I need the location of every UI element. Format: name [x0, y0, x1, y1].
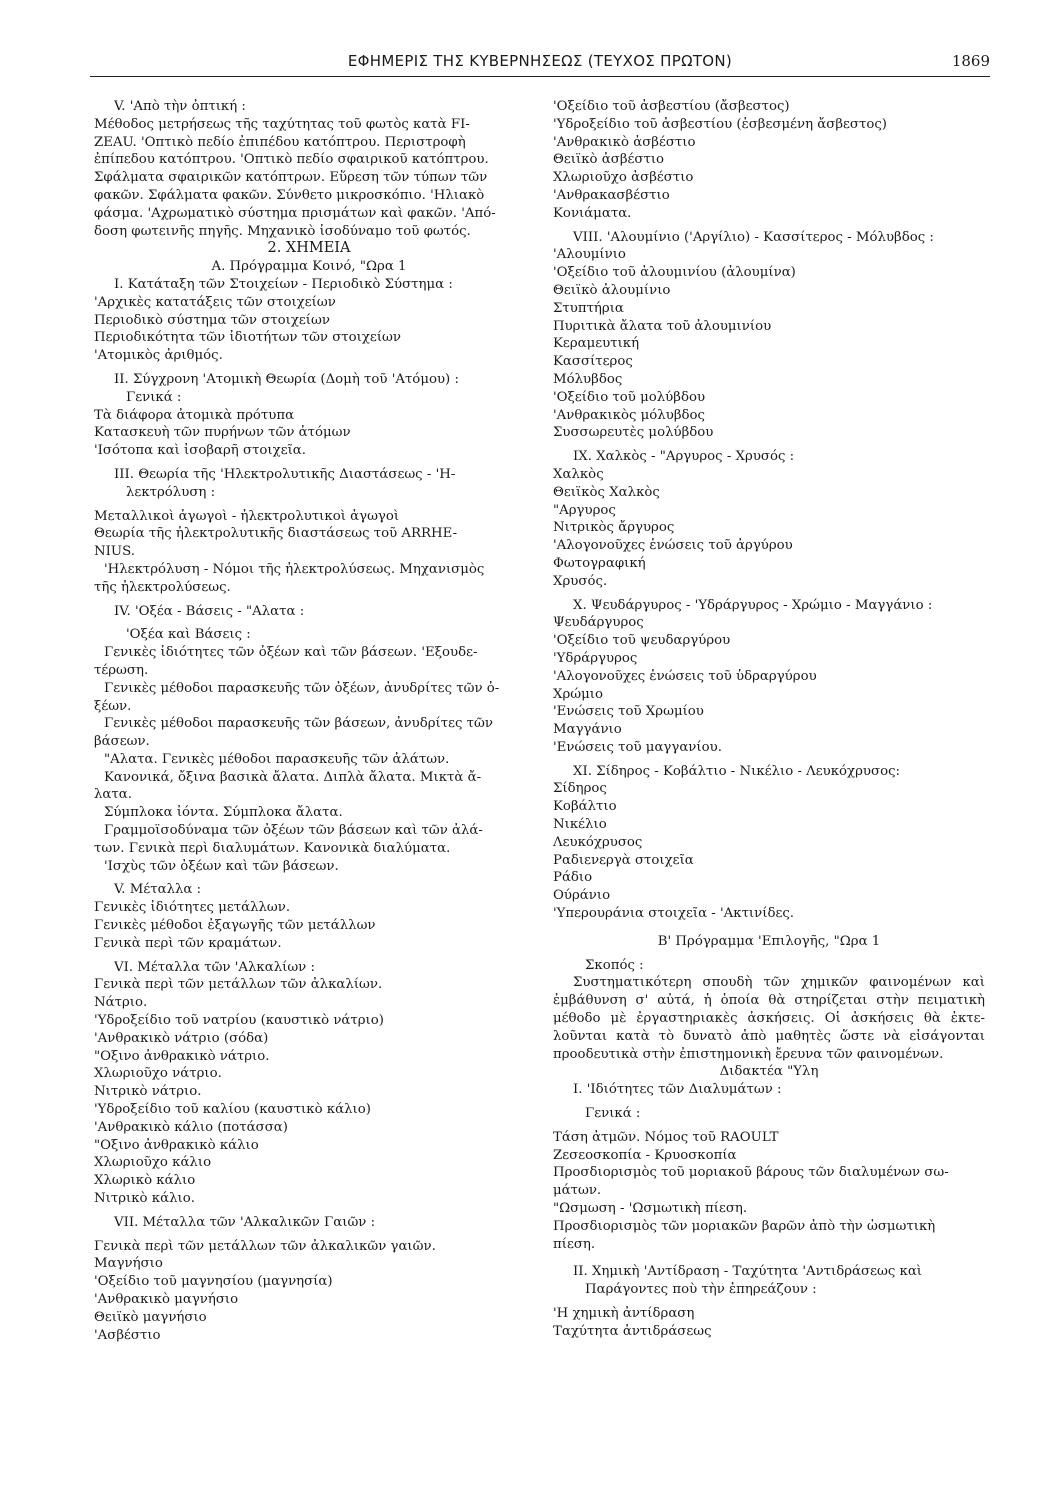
text-line: ξέων. [94, 698, 132, 714]
list-item: 'Αρχικὲς κατατάξεις τῶν στοιχείων [94, 294, 336, 310]
section-heading: Χ. Ψευδάργυρος - 'Υδράργυρος - Χρώμιο - Μαγγάνιο : [573, 597, 933, 613]
text-line: βάσεων. [94, 734, 150, 750]
list-item: Φωτογραφική [553, 555, 646, 571]
section-heading: ΙΧ. Χαλκὸς - "Αργυρος - Χρυσός : [573, 449, 795, 465]
list-item: 'Οξείδιο τοῦ μαγνησίου (μαγνησία) [94, 1274, 333, 1290]
section-heading: ΙΙ. Σύγχρονη 'Ατομικὴ Θεωρία (Δομὴ τοῦ 'Ατόμου) : [114, 371, 459, 387]
list-item: Νιτρικὸ νάτριο. [94, 1084, 202, 1100]
text-line: Τάση ἀτμῶν. Νόμος τοῦ RAOULT [553, 1129, 779, 1145]
text-line: μάτων. [553, 1183, 602, 1199]
subheading: Γενικά : [126, 389, 182, 405]
text-line: φακῶν. Σφάλματα φακῶν. Σύνθετο μικροσκόπιο. 'Ηλιακὸ [94, 187, 485, 203]
list-item: 'Ανθρακικὸς μόλυβδος [553, 407, 705, 423]
list-item: 'Ανθρακασβέστιο [553, 187, 670, 203]
list-item: Γενικὰ περὶ τῶν μετάλλων τῶν ἀλκαλικῶν γαιῶν. [94, 1238, 436, 1254]
list-item: Γενικὰ περὶ τῶν μετάλλων τῶν ἀλκαλίων. [94, 977, 383, 993]
text-line: ἐπίπεδου κατόπτρου. 'Οπτικὸ πεδίο σφαιρικοῦ κατόπτρου. [94, 152, 489, 168]
text-line: "Ωσμωση - 'Ωσμωτικὴ πίεση. [553, 1201, 748, 1217]
text-line: Μεταλλικοὶ ἀγωγοὶ - ἠλεκτρολυτικοὶ ἀγωγοὶ [94, 508, 400, 524]
text-line: φάσμα. 'Αχρωματικὸ σύστημα πρισμάτων καὶ φακῶν. 'Από- [94, 205, 496, 221]
list-item: Κονιάματα. [553, 205, 632, 221]
list-item: Χλωριοῦχο κάλιο [94, 1155, 212, 1171]
section-heading: VI. Μέταλλα τῶν 'Αλκαλίων : [114, 959, 315, 975]
text-line: τέρωση. [94, 662, 149, 678]
section-heading: ΧΙ. Σίδηρος - Κοβάλτιο - Νικέλιο - Λευκόχρυσος: [573, 763, 901, 779]
section-heading: V. Μέταλλα : [114, 882, 202, 898]
list-item: 'Οξείδιο τοῦ ἀλουμινίου (ἀλουμίνα) [553, 265, 796, 281]
gazette-title: ΕΦΗΜΕΡΙΣ ΤΗΣ ΚΥΒΕΡΝΗΣΕΩΣ (ΤΕΥΧΟΣ ΠΡΩΤΟΝ) [347, 52, 733, 70]
list-item: Συσσωρευτὲς μολύβδου [553, 425, 714, 441]
list-item: "Οξινο ἀνθρακικὸ νάτριο. [94, 1048, 270, 1064]
page-number: 1869 [951, 52, 990, 70]
text-line: 'Ισχὺς τῶν ὀξέων καὶ τῶν βάσεων. [104, 858, 339, 874]
list-item: 'Υδράργυρος [553, 650, 638, 666]
list-item: Νικέλιο [553, 817, 607, 833]
list-item: Περιοδικότητα τῶν ἰδιοτήτων τῶν στοιχείων [94, 330, 401, 346]
list-item: Χλωριοῦχο ἀσβέστιο [553, 170, 694, 186]
list-item: 'Ενώσεις τοῦ μαγγανίου. [553, 739, 722, 755]
list-item: 'Οξείδιο τοῦ ἀσβεστίου (ἄσβεστος) [553, 99, 790, 114]
list-item: Νάτριο. [94, 995, 148, 1011]
text-line: Προσδιορισμὸς τῶν μοριακῶν βαρῶν ἀπὸ τὴν ὠσμωτικὴ [553, 1218, 936, 1234]
left-column [94, 98, 524, 1344]
list-item: 'Οξείδιο τοῦ μολύβδου [553, 389, 706, 405]
list-item: Ραδιενεργὰ στοιχεῖα [553, 852, 694, 868]
list-item: Χλωρικὸ κάλιο [94, 1173, 196, 1189]
section-heading: ΙΙ. Χημικὴ 'Αντίδραση - Ταχύτητα 'Αντιδράσεως καὶ [573, 1264, 923, 1280]
list-item: Κασσίτερος [553, 354, 633, 370]
list-item: Τὰ διάφορα ἀτομικὰ πρότυπα [94, 407, 295, 423]
list-item: 'Ασβέστιο [94, 1327, 161, 1343]
text-line: Προσδιορισμὸς τοῦ μοριακοῦ βάρους τῶν διαλυμένων σω- [553, 1165, 949, 1181]
list-item: Γενικὲς μέθοδοι ἐξαγωγῆς τῶν μετάλλων [94, 918, 376, 934]
list-item: "Αργυρος [553, 502, 616, 518]
subheading: Γενικά : [585, 1106, 641, 1122]
list-item: 'Υδροξείδιο τοῦ καλίου (καυστικὸ κάλιο) [94, 1102, 371, 1118]
list-item: Γενικὲς ἰδιότητες μετάλλων. [94, 900, 291, 916]
list-item: Γενικὰ περὶ τῶν κραμάτων. [94, 935, 282, 951]
text-line: 'Ηλεκτρόλυση - Νόμοι τῆς ἠλεκτρολύσεως. Μηχανισμὸς [104, 561, 485, 577]
list-item: Νιτρικὸς ἄργυρος [553, 520, 675, 536]
list-item: Μαγνήσιο [94, 1256, 163, 1272]
text-line: Μέθοδος μετρήσεως τῆς ταχύτητας τοῦ φωτὸς κατὰ FI- [94, 116, 470, 132]
list-item: 'Ανθρακικὸ κάλιο (ποτάσσα) [94, 1119, 288, 1135]
text-line: Γενικὲς μέθοδοι παρασκευῆς τῶν ὀξέων, ἀνυδρίτες τῶν ὀ- [104, 680, 500, 696]
section-heading: V. 'Απὸ τὴν ὀπτική : [114, 99, 246, 114]
text-line: Γραμμοϊσοδύναμα τῶν ὀξέων τῶν βάσεων καὶ τῶν ἀλά- [104, 823, 483, 839]
text-line: Γενικὲς μέθοδοι παρασκευῆς τῶν βάσεων, ἀνυδρίτες τῶν [104, 716, 493, 732]
list-item: 'Ατομικὸς ἀριθμός. [94, 348, 223, 364]
list-item: Θειϊκὸς Χαλκὸς [553, 484, 660, 500]
list-item: 'Η χημικὴ ἀντίδραση [553, 1306, 695, 1321]
list-item: Χρώμιο [553, 686, 603, 702]
text-line: Θεωρία τῆς ἠλεκτρολυτικῆς διαστάσεως τοῦ ARRHE- [94, 526, 458, 542]
subheading: 'Οξέα καὶ Βάσεις : [126, 627, 251, 643]
list-item: 'Ανθρακικὸ μαγνήσιο [94, 1292, 239, 1307]
text-line: λατα. [94, 787, 132, 803]
text-line: Κανονικά, ὄξινα βασικὰ ἄλατα. Διπλὰ ἄλατα. Μικτὰ ἄ- [104, 769, 482, 785]
list-item: Ράδιο [553, 870, 593, 886]
list-item: Σίδηρος [553, 781, 607, 797]
list-item: Ψευδάργυρος [553, 615, 644, 631]
text-line: Γενικὲς ἰδιότητες τῶν ὀξέων καὶ τῶν βάσεων. 'Εξουδε- [104, 645, 478, 661]
list-item: Θειϊκὸ ἀσβέστιο [553, 152, 665, 168]
program-b-heading: Β' Πρόγραμμα 'Επιλογῆς, "Ωρα 1 [657, 933, 881, 949]
section-heading: VII. Μέταλλα τῶν 'Αλκαλικῶν Γαιῶν : [114, 1214, 376, 1230]
list-item: "Οξινο ἀνθρακικὸ κάλιο [94, 1137, 259, 1153]
list-item: Χαλκὸς [553, 466, 604, 482]
subheading: Σκοπός : [585, 957, 644, 973]
list-item: Χλωριοῦχο νάτριο. [94, 1066, 222, 1082]
list-item: Πυριτικὰ ἄλατα τοῦ ἀλουμινίου [553, 318, 772, 334]
list-item: 'Υδροξείδιο τοῦ νατρίου (καυστικὸ νάτριο) [94, 1013, 384, 1029]
list-item: Θειϊκὸ ἀλουμίνιο [553, 282, 671, 298]
text-line: ZEAU. 'Οπτικὸ πεδίο ἐπιπέδου κατόπτρου. Περιστροφὴ [94, 134, 466, 150]
list-item: 'Ισότοπα καὶ ἰσοβαρῆ στοιχεῖα. [94, 443, 307, 459]
section-heading: Ι. 'Ιδιότητες τῶν Διαλυμάτων : [573, 1082, 782, 1098]
list-item: 'Οξείδιο τοῦ ψευδαργύρου [553, 633, 731, 649]
text-line: πίεση. [553, 1236, 596, 1252]
text-line: Σφάλματα σφαιρικῶν κατόπτρων. Εὕρεση τῶν τύπων τῶν [94, 170, 488, 186]
text-line: "Αλατα. Γενικὲς μέθοδοι παρασκευῆς τῶν ἀλάτων. [104, 751, 450, 767]
list-item: Κοβάλτιο [553, 799, 617, 815]
list-item: Στυπτήρια [553, 300, 624, 316]
purpose-paragraph: Συστηματικότερη σπουδὴ τῶν χημικῶν φαινομένων καὶ ἐμβάθυνση σ' αὐτά, ἡ ὁποία θὰ στηρίζεται στὴν πειματικὴ μέθοδο μὲ ἐργαστηριακὲς ἀσκήσεις. Οἱ ἀσκήσεις θὰ ἐκτε-λοῦνται κατὰ τὸ δυνατὸ ἀπὸ μαθητὲς ὥστε νὰ εἰσάγονται προοδευτικὰ στὴν ἐπιστημονικὴ ἔρευνα τῶν φαινομένων. [553, 975, 985, 1062]
program-a-heading: Α. Πρόγραμμα Κοινό, "Ωρα 1 [211, 259, 407, 275]
list-item: 'Αλογονοῦχες ἑνώσεις τοῦ ὑδραργύρου [553, 668, 817, 684]
list-item: Λευκόχρυσος [553, 834, 643, 850]
text-line: Σύμπλοκα ἰόντα. Σύμπλοκα ἄλατα. [104, 805, 343, 821]
list-item: Κατασκευὴ τῶν πυρήνων τῶν ἀτόμων [94, 425, 351, 441]
section-heading-cont: Παράγοντες ποὺ τὴν ἐπηρεάζουν : [585, 1282, 817, 1298]
list-item: Κεραμευτική [553, 336, 640, 352]
chemistry-title: 2. ΧΗΜΕΙΑ [267, 240, 351, 257]
list-item: 'Αλογονοῦχες ἑνώσεις τοῦ ἀργύρου [553, 538, 793, 554]
section-heading-cont: λεκτρόλυση : [126, 484, 216, 500]
list-item: Μαγγάνιο [553, 722, 622, 738]
list-item: Νιτρικὸ κάλιο. [94, 1191, 195, 1207]
text-line: τῆς ἠλεκτρολύσεως. [94, 579, 231, 595]
text-line: NIUS. [94, 544, 135, 560]
section-heading: ΙV. 'Οξέα - Βάσεις - "Αλατα : [114, 603, 305, 619]
right-column [553, 98, 985, 1341]
list-item: 'Υπερουράνια στοιχεῖα - 'Ακτινίδες. [553, 906, 795, 922]
curriculum-heading: Διδακτέα "Υλη [719, 1064, 819, 1080]
list-item: Θειϊκὸ μαγνήσιο [94, 1309, 207, 1325]
list-item: 'Αλουμίνιο [553, 247, 626, 263]
list-item: Περιοδικὸ σύστημα τῶν στοιχείων [94, 312, 330, 328]
list-item: 'Ενώσεις τοῦ Χρωμίου [553, 704, 704, 720]
text-line: δοση φωτεινῆς πηγῆς. Μηχανικὸ ἰσοδύναμο τοῦ φωτός. [94, 223, 471, 239]
section-heading: Ι. Κατάταξη τῶν Στοιχείων - Περιοδικὸ Σύστημα : [114, 276, 453, 292]
list-item: Ούράνιο [553, 888, 611, 904]
list-item: Μόλυβδος [553, 371, 623, 387]
text-line: Ζεσεοσκοπία - Κρυοσκοπία [553, 1147, 737, 1163]
list-item: 'Υδροξείδιο τοῦ ἀσβεστίου (ἐσβεσμένη ἄσβεστος) [553, 116, 887, 132]
list-item: 'Ανθρακικὸ ἀσβέστιο [553, 134, 696, 150]
list-item: Ταχύτητα ἀντιδράσεως [553, 1323, 712, 1339]
section-heading: ΙΙΙ. Θεωρία τῆς 'Ηλεκτρολυτικῆς Διαστάσεως - 'Η- [114, 466, 456, 482]
list-item: Χρυσός. [553, 573, 608, 589]
page-header [90, 50, 990, 77]
text-line: των. Γενικὰ περὶ διαλυμάτων. Κανονικὰ διαλύματα. [94, 840, 451, 856]
section-heading: VIII. 'Αλουμίνιο ('Αργίλιο) - Κασσίτερος - Μόλυβδος : [573, 229, 934, 245]
list-item: 'Ανθρακικὸ νάτριο (σόδα) [94, 1030, 269, 1046]
